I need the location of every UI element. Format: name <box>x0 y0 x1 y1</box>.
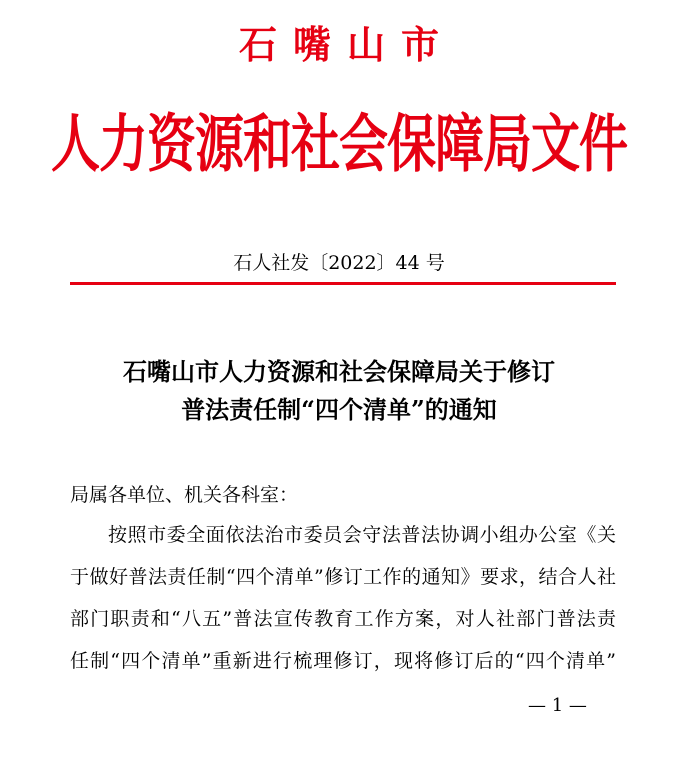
body-text-line: 任制“四个清单”重新进行梳理修订，现将修订后的“四个清单” <box>70 650 616 672</box>
salutation: 局属各单位、机关各科室： <box>70 484 299 506</box>
body-text-line: 按照市委全面依法治市委员会守法普法协调小组办公室《关 <box>108 524 616 546</box>
document-title-line-2: 普法责任制“四个清单”的通知 <box>181 395 497 424</box>
issuer-agency-header: 人力资源和社会保障局文件 <box>50 106 627 181</box>
red-divider-line <box>70 282 616 285</box>
issuer-city-header: 石嘴山市 <box>238 22 455 67</box>
body-text-line: 于做好普法责任制“四个清单”修订工作的通知》要求，结合人社 <box>70 566 616 588</box>
document-number: 石人社发〔2022〕44 号 <box>233 252 445 274</box>
body-text-line: 部门职责和“八五”普法宣传教育工作方案，对人社部门普法责 <box>70 608 616 630</box>
page-number: — 1 — <box>528 695 587 716</box>
document-title-line-1: 石嘴山市人力资源和社会保障局关于修订 <box>123 357 555 386</box>
